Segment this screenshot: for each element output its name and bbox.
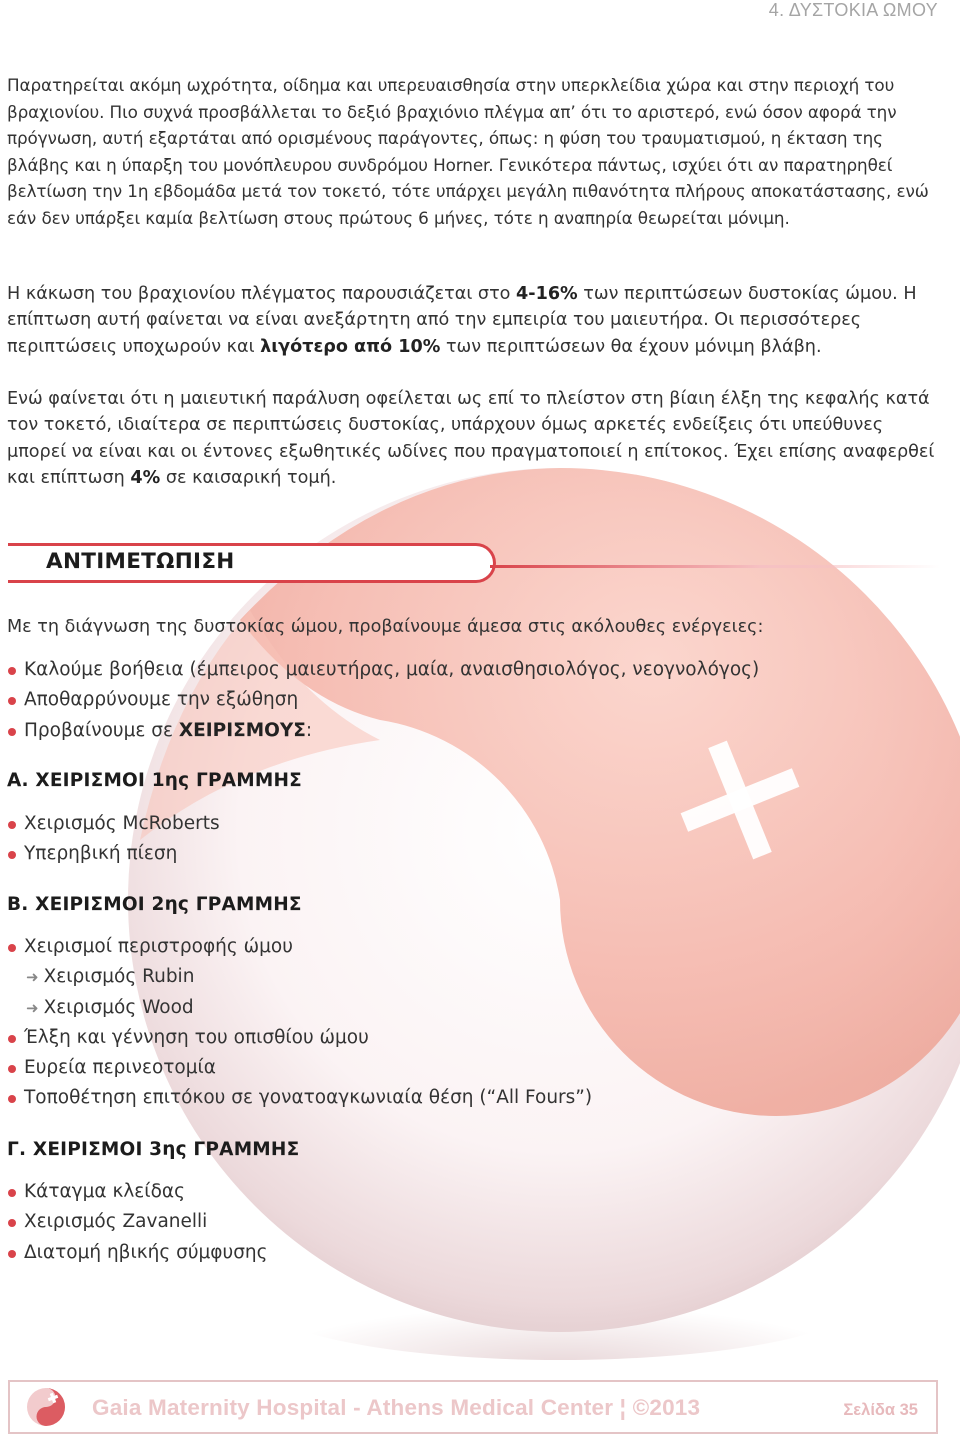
list-item-label: Χειρισμός Zavanelli	[24, 1211, 208, 1233]
list-item-label: Χειρισμός McRoberts	[24, 813, 220, 834]
bullet-icon	[8, 1219, 16, 1227]
bullet-icon	[8, 1035, 16, 1043]
list-item	[8, 839, 220, 869]
list-item	[8, 1023, 592, 1053]
bullet-icon	[8, 1189, 16, 1197]
list-item	[8, 1207, 268, 1237]
list-item-label: Διατομή ηβικής σύμφυσης	[24, 1241, 268, 1263]
list-item	[8, 1238, 268, 1268]
subheading-second-line: Β. ΧΕΙΡΙΣΜΟΙ 2ης ΓΡΑΜΜΗΣ	[7, 894, 302, 915]
list-item-label: Τοποθέτηση επιτόκου σε γονατοαγκωνιαία θέση (“All Fours”)	[24, 1087, 593, 1109]
list-item	[8, 716, 759, 746]
third-line-list	[8, 1177, 268, 1268]
sub-list-item	[8, 993, 592, 1023]
bullet-icon	[8, 697, 16, 705]
arrow-right-icon: ➜	[26, 998, 39, 1017]
text-segment: των περιπτώσεων δυστοκίας ώμου. Η επίπτωση αυτή φαίνεται να είναι ανεξάρτητη από την εμπειρία του μαιευτήρα. Οι περισσότερες περιπτώσεις υποχωρούν και	[7, 284, 917, 357]
list-item	[8, 685, 759, 715]
text-segment: των περιπτώσεων θα έχουν μόνιμη βλάβη.	[440, 336, 822, 357]
subheading-third-line: Γ. ΧΕΙΡΙΣΜΟΙ 3ης ΓΡΑΜΜΗΣ	[7, 1139, 300, 1160]
page-footer	[8, 1380, 938, 1434]
text-segment: Η κάκωση του βραχιονίου πλέγματος παρουσιάζεται στο	[7, 284, 517, 304]
list-item-label: Κάταγμα κλείδας	[24, 1181, 185, 1202]
paragraph-prognosis: Παρατηρείται ακόμη ωχρότητα, οίδημα και υπερευαισθησία στην υπερκλείδια χώρα και στην περιοχή του βραχιονίου. Πιο συχνά προσβάλλεται το δεξιό βραχιόνιο πλέγμα απ’ ότι το αριστερό, ενώ όσον αφορά την πρόγνωση, αυτή εξαρτάται από ορισμένους παράγοντες, όπως: η φύση του τραυματισμού, η έκταση της βλάβης και η ύπαρξη του μονόπλευρου συνδρόμου Horner. Γενικότερα πάντως, ισχύει ότι αν παρατηρηθεί βελτίωση την 1η εβδομάδα μετά τον τοκετό, τότε υπάρχει μεγάλη πιθανότητα πλήρους αποκατάστασης, ενώ εάν δεν υπάρξει καμία βελτίωση στους πρώτους 6 μήνες, τότε η αναπηρία θεωρείται μόνιμη.	[7, 75, 929, 228]
sub-list-item	[8, 962, 592, 992]
list-item	[8, 932, 592, 962]
subheading-first-line: Α. ΧΕΙΡΙΣΜΟΙ 1ης ΓΡΑΜΜΗΣ	[7, 770, 302, 791]
chapter-heading: 4. ΔΥΣΤΟΚΙΑ ΩΜΟΥ	[768, 0, 938, 20]
bullet-icon	[8, 667, 16, 675]
section-divider	[490, 565, 940, 568]
list-item	[8, 1053, 592, 1083]
list-item	[8, 809, 220, 839]
arrow-right-icon: ➜	[26, 968, 39, 987]
bullet-icon	[8, 1095, 16, 1103]
paragraph-etiology	[7, 386, 937, 492]
paragraph-incidence	[7, 281, 937, 360]
second-line-list	[8, 932, 592, 1114]
list-item-label: :	[305, 719, 313, 741]
section-title: ΑΝΤΙΜΕΤΩΠΙΣΗ	[46, 549, 235, 574]
bullet-icon	[8, 1065, 16, 1073]
first-line-list	[8, 809, 220, 870]
list-item-label: Καλούμε βοήθεια (έμπειρος μαιευτήρας, μαία, αναισθησιολόγος, νεογνολόγος)	[24, 659, 760, 680]
list-item-label: Προβαίνουμε σε	[24, 719, 179, 741]
bullet-icon	[8, 944, 16, 952]
list-item-label: Χειρισμοί περιστροφής ώμου	[24, 936, 293, 957]
text-segment: Ενώ φαίνεται ότι η μαιευτική παράλυση οφείλεται ως επί το πλείστον στη βίαιη έλξη της κεφαλής κατά τον τοκετό, ιδιαίτερα σε περιπτώσεις δυστοκίας, υπάρχουν όμως αρκετές ενδείξεις ότι υπεύθυνες μπορεί να είναι και οι έντονες εξωθητικές ωδίνες που πραγματοποιεί η επίτοκος. Έχει επίσης αναφερθεί και επίπτωση	[7, 389, 935, 489]
list-item-label: Έλξη και γέννηση του οπισθίου ώμου	[24, 1026, 369, 1048]
bold-percent: 4%	[130, 468, 161, 489]
bold-percent: 4-16%	[516, 284, 578, 304]
list-item-label: Χειρισμός Wood	[43, 996, 194, 1018]
footer-credit: Gaia Maternity Hospital - Athens Medical Center ¦ ©2013	[92, 1395, 701, 1420]
bullet-icon	[8, 728, 16, 736]
list-item-label: Αποθαρρύνουμε την εξώθηση	[24, 689, 299, 711]
list-item-label: Χειρισμός Rubin	[43, 966, 195, 988]
list-item-label: Ευρεία περινεοτομία	[24, 1057, 216, 1079]
list-item	[8, 655, 759, 685]
page-number: Σελίδα 35	[843, 1401, 918, 1419]
list-item	[8, 1083, 592, 1113]
bullet-icon	[8, 1250, 16, 1258]
list-item-emphasis: ΧΕΙΡΙΣΜΟΥΣ	[178, 719, 306, 741]
bullet-icon	[8, 851, 16, 859]
text-segment: σε καισαρική τομή.	[160, 468, 337, 489]
bold-percent: λιγότερο από 10%	[260, 336, 441, 357]
lead-sentence: Με τη διάγνωση της δυστοκίας ώμου, προβαίνουμε άμεσα στις ακόλουθες ενέργειες:	[7, 617, 764, 637]
hospital-logo-icon	[24, 1386, 68, 1428]
list-item-label: Υπερηβική πίεση	[24, 843, 178, 865]
list-item	[8, 1177, 268, 1207]
bullet-icon	[8, 821, 16, 829]
actions-list	[8, 655, 759, 746]
